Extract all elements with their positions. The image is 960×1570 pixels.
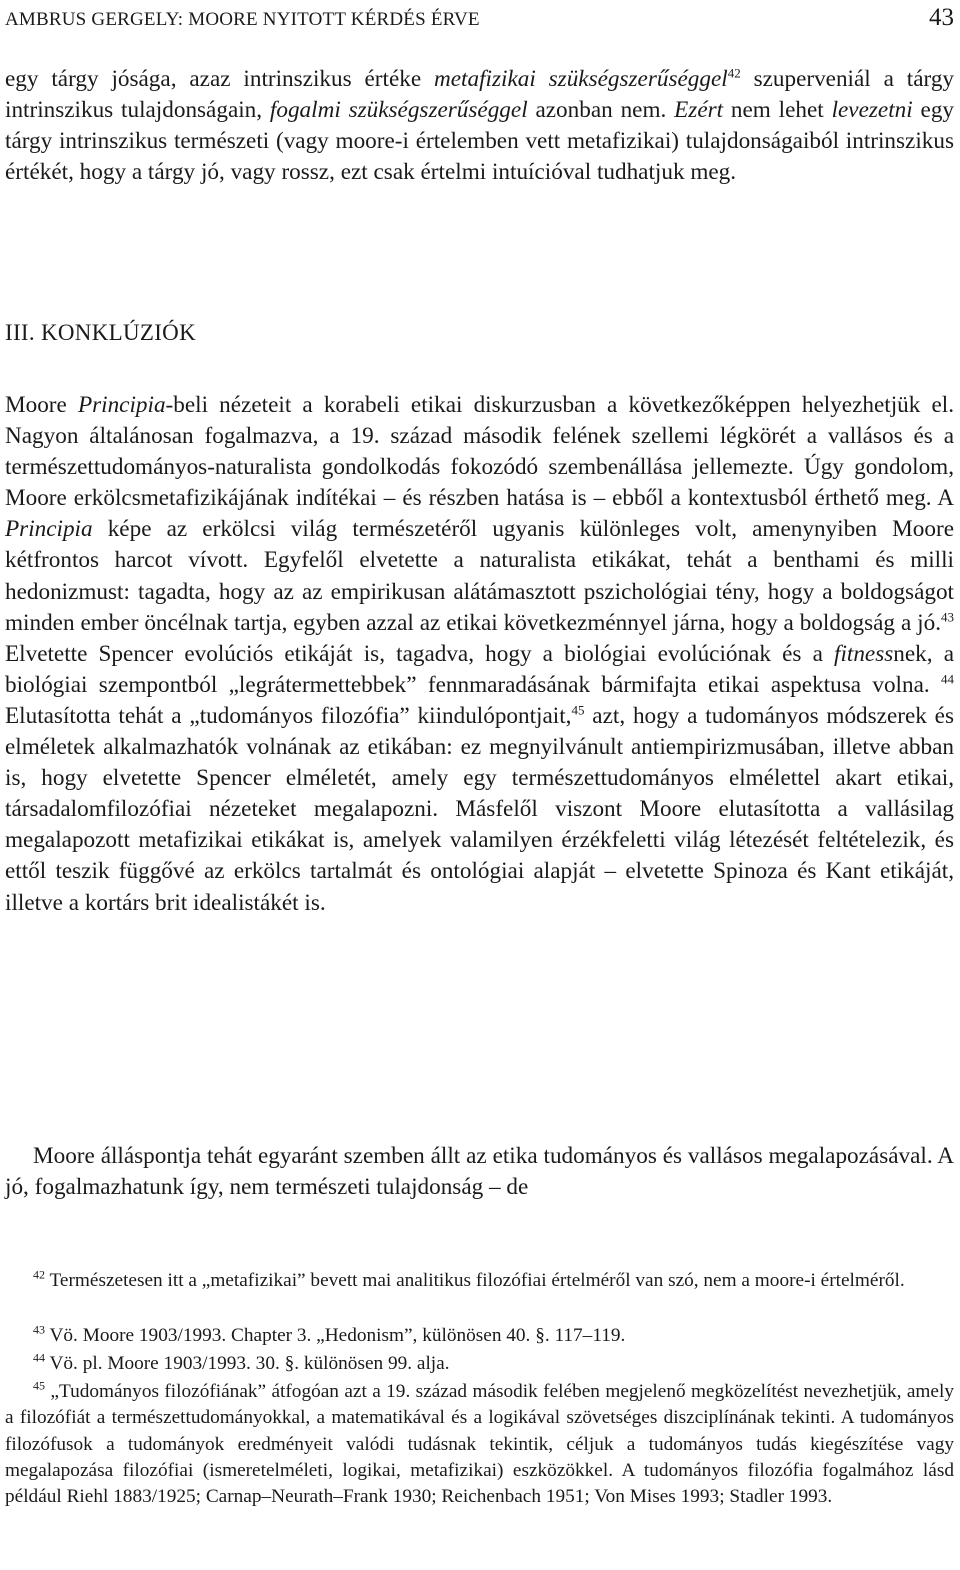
section-heading: III. KONKLÚZIÓK: [5, 320, 197, 345]
body-text-1: Moore: [5, 392, 78, 418]
footnote-ref-45: 45: [571, 702, 585, 718]
footnote-number: 44: [33, 1350, 45, 1365]
body-text-2: -beli nézeteit a korabeli etikai diskurzusban a következőképpen helyezhetjük el. Nagyon általánosan fogalmazva, a 19. század második felének szellemi légkörét a vallásos és a természettudományos-naturalista gondolkodás fokozódó szembenállása jellemezte. Úgy gondolom, Moore erkölcsmetafizikájának indítékai – és részben hatása is – ebből a kontextusból érthető meg. A: [5, 392, 954, 512]
footnote-number: 43: [33, 1322, 45, 1337]
running-title: AMBRUS GERGELY: MOORE NYITOTT KÉRDÉS ÉRVE: [5, 9, 480, 30]
footnote-number: 45: [33, 1378, 45, 1393]
footnote-44: [5, 1351, 954, 1377]
body-paragraph: [5, 390, 954, 919]
footnote-ref-44: 44: [941, 671, 954, 687]
footnote-text: Vö. Moore 1903/1993. Chapter 3. „Hedonism”, különösen 40. §. 117–119.: [49, 1325, 626, 1346]
body-text-4: Elvetette Spencer evolúciós etikáját is, tagadva, hogy a biológiai evolúciónak és a: [5, 640, 835, 667]
body-text-6: Elutasította tehát a „tudományos filozófia” kiindulópontjait,: [5, 702, 572, 729]
intro-text-1: egy tárgy jósága, azaz intrinszikus értéke: [5, 66, 435, 92]
closing-paragraph: Moore álláspontja tehát egyaránt szemben állt az etika tudományos és vallásos megalapozásával. A jó, fogalmazhatunk így, nem természeti tulajdonság – de: [5, 1143, 954, 1201]
body-italic-fitness: fitness: [834, 640, 894, 667]
body-text-3: képe az erkölcsi világ természetéről ugyanis különleges volt, amenynyiben Moore kétfrontos harcot vívott. Egyfelől elvetette a naturalista etikákat, tehát a benthami és milli hedonizmust: tagadta, hogy az az empirikusan alátámasztott pszichológiai tény, hogy a boldogságot minden ember öncélnak tartja, egyben azzal az etikai következménnyel járna, hogy a boldogság a jó.: [5, 516, 954, 636]
body-text-5: nek, a biológiai szempontból „legrátermettebbek” fennmaradásának bármifajta etikai aspektusa volna.: [5, 640, 954, 698]
intro-italic-4: levezetni: [831, 97, 913, 124]
footnote-text: Természetesen itt a „metafizikai” bevett mai analitikus filozófiai értelméről van szó, nem a moore-i értelméről.: [49, 1270, 905, 1291]
intro-text-5: egy tárgy intrinszikus természeti (vagy moore-i értelemben vett metafizikai) tulajdonságaiból intrinszikus értékét, hogy a tárgy jó, vagy rossz, ezt csak értelmi intuícióval tudhatjuk meg.: [5, 97, 955, 186]
footnote-43: [5, 1323, 954, 1349]
body-italic-principia-2: Principia: [5, 516, 93, 543]
footnote-ref-43: 43: [941, 608, 954, 624]
intro-text-2: szuperveniál a tárgy intrinszikus tulajdonságain,: [5, 66, 955, 124]
intro-italic-3: Ezért: [674, 97, 724, 124]
intro-text-3: azonban nem.: [527, 97, 675, 124]
intro-italic-2: fogalmi szükségszerűséggel: [269, 97, 528, 124]
footnote-number: 42: [33, 1267, 45, 1282]
intro-paragraph: [5, 64, 954, 188]
intro-text-4: nem lehet: [723, 97, 832, 124]
page-header: [5, 4, 954, 32]
footnote-45: [5, 1379, 954, 1510]
footnote-42: [5, 1268, 954, 1294]
footnote-text: Vö. pl. Moore 1903/1993. 30. §. különösen 99. alja.: [49, 1353, 450, 1374]
page-number: 43: [929, 4, 954, 31]
footnote-text: „Tudományos filozófiának” átfogóan azt a 19. század második felében megjelenő megközelítést nevezhetjük, amely a filozófiát a természettudományokkal, a matematikával és a logikával szövetséges diszciplínának tekinti. A tudományos filozófusok a tudományok eredményeit valódi tudásnak tekintik, céljuk a tudományos tudás kiegészítése vagy megalapozása filozófiai (ismeretelméleti, logikai, metafizikai) eszközökkel. A tudományos filozófia fogalmához lásd például Riehl 1883/1925; Carnap–Neurath–Frank 1930; Reichenbach 1951; Von Mises 1993; Stadler 1993.: [5, 1381, 954, 1508]
footnote-ref-42: 42: [727, 65, 741, 81]
body-text-7: azt, hogy a tudományos módszerek és elméletek alkalmazhatók volnának az etikában: ez megnyilvánult antiempirizmusában, illetve abban is, hogy elvetette Spencer elméletét, amely egy természettudományos elmélettel akart etikai, társadalomfilozófiai nézeteket megalapozni. Másfelől viszont Moore elutasította a vallásilag megalapozott metafizikai etikákat is, amelyek valamilyen érzékfeletti világ létezését feltételezik, és ettől teszik függővé az erkölcs tartalmát és ontológiai alapját – elvetette Spinoza és Kant etikáját, illetve a kortárs brit idealistákét is.: [5, 702, 954, 916]
intro-italic-1: metafizikai szükségszerűséggel: [434, 66, 728, 92]
body-italic-principia: Principia: [77, 392, 166, 418]
